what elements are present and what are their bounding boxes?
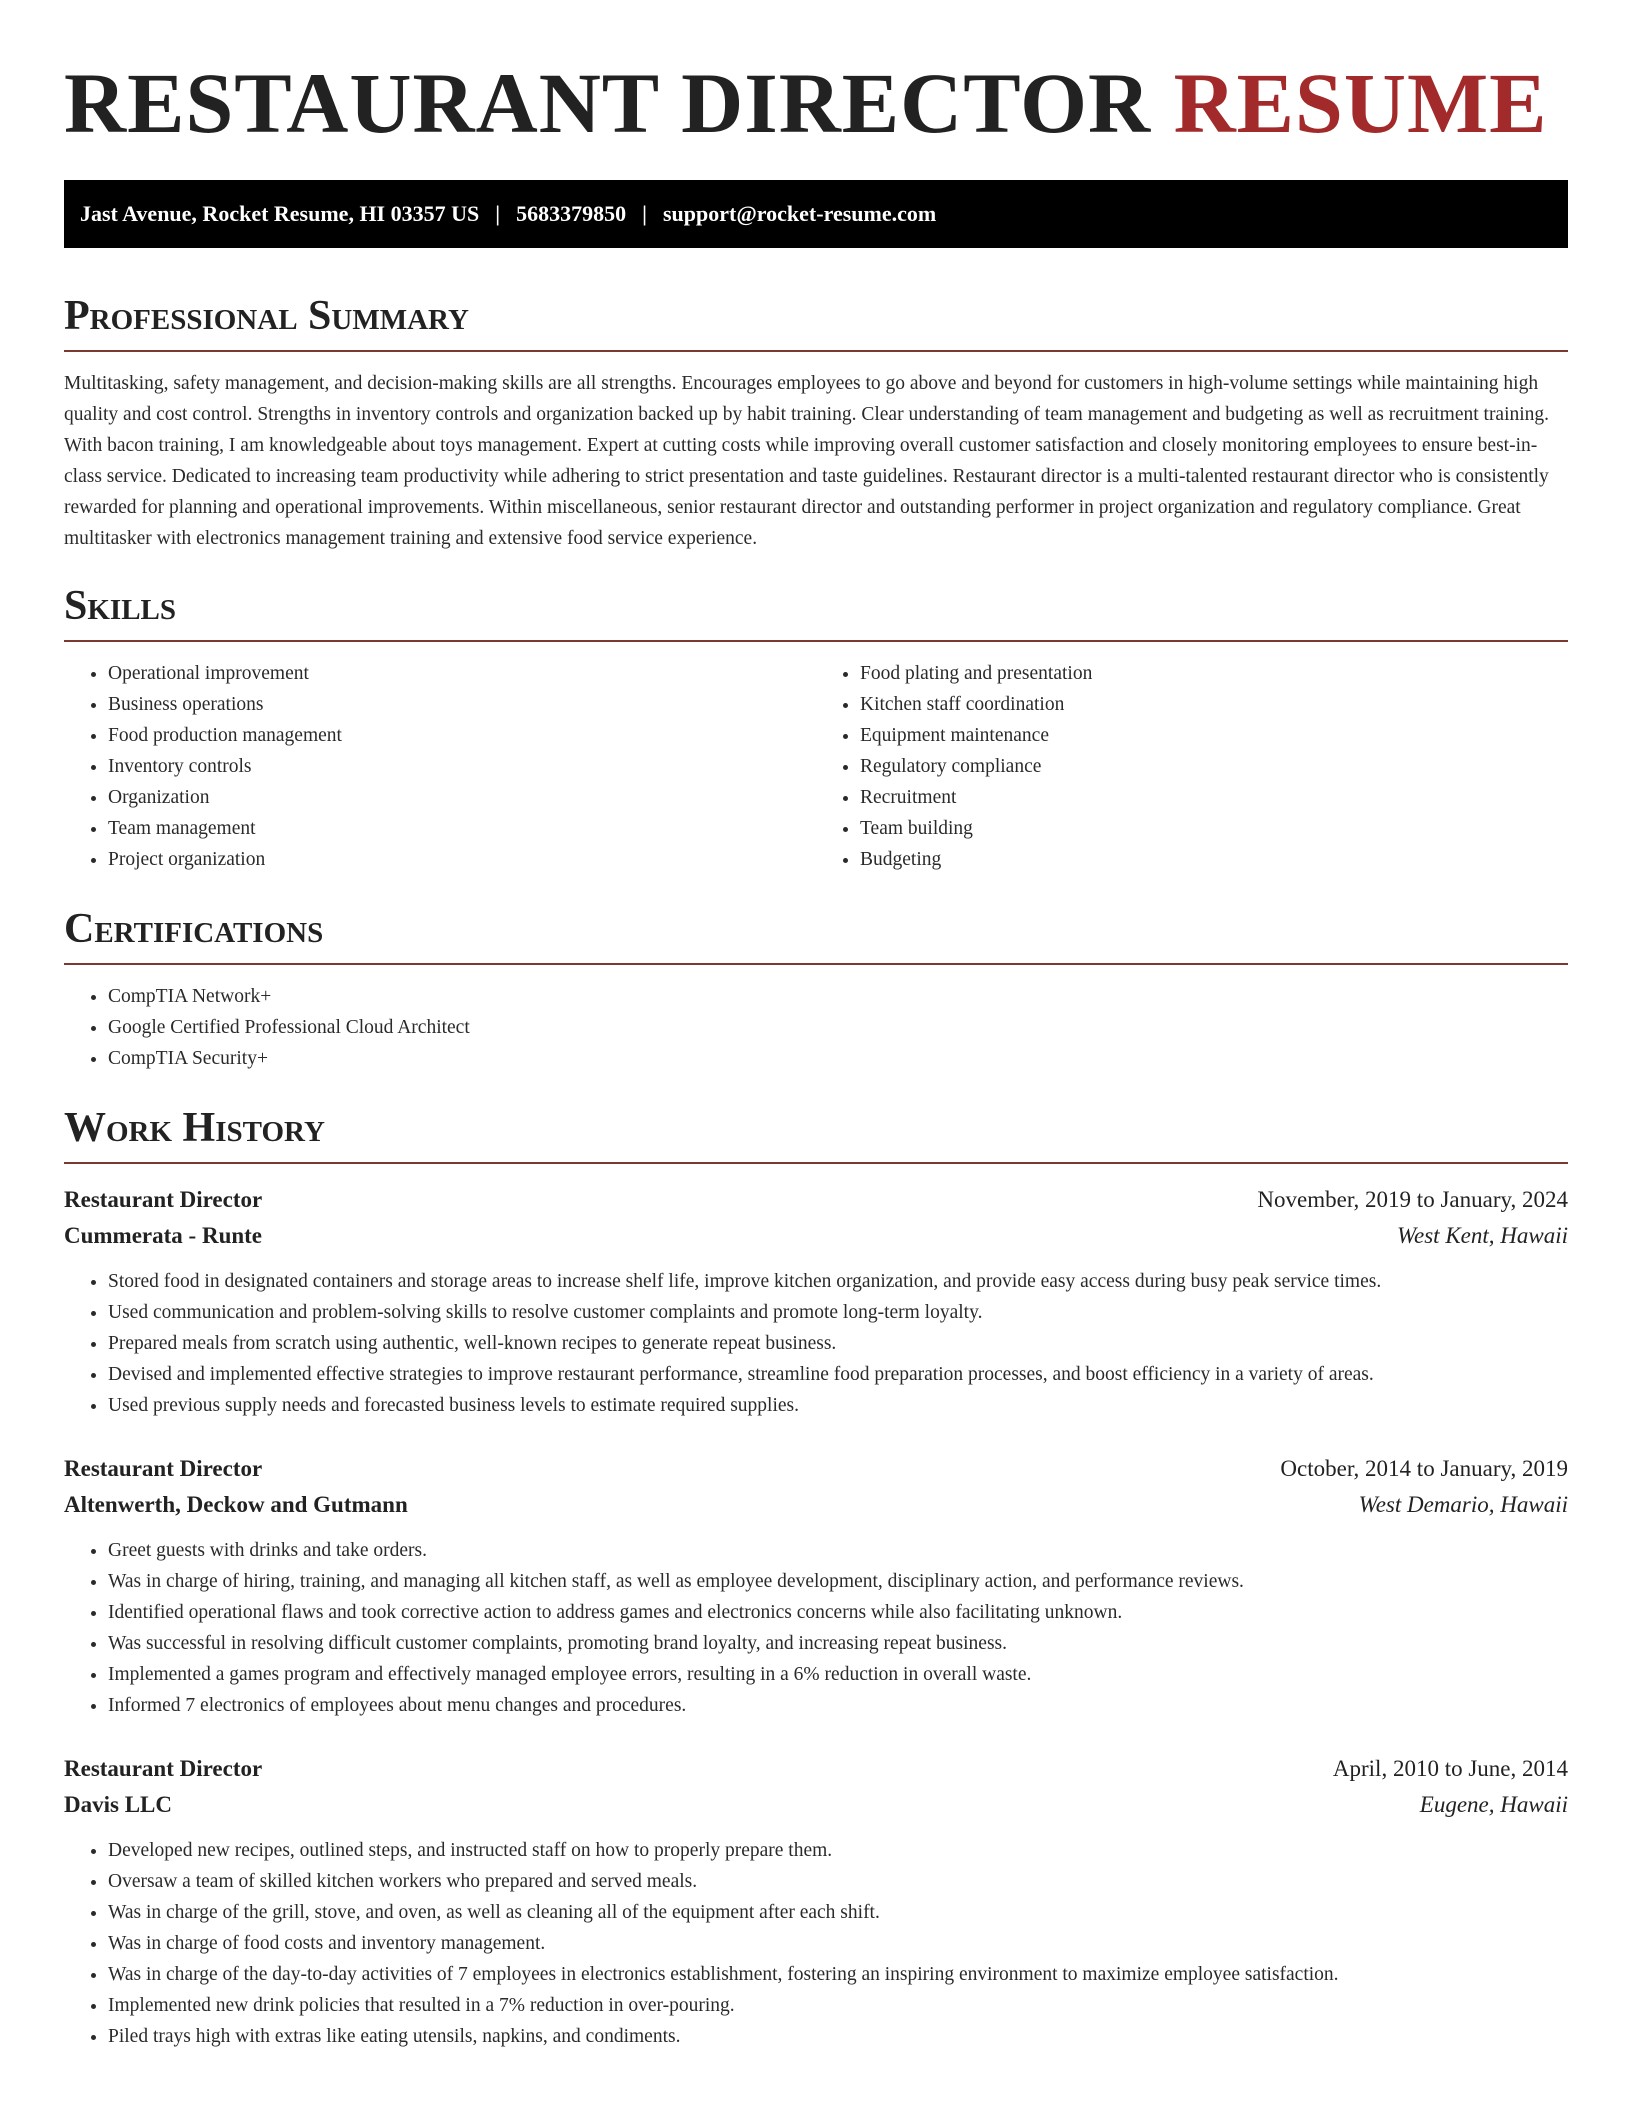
job-bullets xyxy=(64,1266,1568,1421)
resume-page xyxy=(64,0,1568,2052)
job-company: Cummerata - Runte xyxy=(64,1223,263,1248)
job-bullet: • Was in charge of hiring, training, and managing all kitchen staff, as well as employee development, disciplinary action, and performance reviews. xyxy=(108,1566,1568,1597)
job-bullet: • Prepared meals from scratch using authentic, well-known recipes to generate repeat business. xyxy=(108,1328,1568,1359)
skill-item: • Team management xyxy=(108,813,816,844)
job-bullet: • Implemented new drink policies that resulted in a 7% reduction in over-pouring. xyxy=(108,1990,1568,2021)
work-history-heading: Work History xyxy=(64,1104,1568,1164)
job-location: West Kent, Hawaii xyxy=(1396,1223,1568,1248)
skill-item: • Recruitment xyxy=(860,782,1568,813)
job-title: Restaurant Director xyxy=(64,1456,263,1481)
job-bullet: • Used communication and problem-solving skills to resolve customer complaints and promote long-term loyalty. xyxy=(108,1297,1568,1328)
contact-separator: | xyxy=(495,201,501,226)
skill-item: • Inventory controls xyxy=(108,751,816,782)
skill-item: • Business operations xyxy=(108,689,816,720)
skill-item: • Project organization xyxy=(108,844,816,875)
job-bullet: • Was in charge of the day-to-day activities of 7 employees in electronics establishment, fostering an inspiring environment to maximize employee satisfaction. xyxy=(108,1959,1568,1990)
certification-item: • CompTIA Network+ xyxy=(108,981,1568,1012)
skill-item: • Team building xyxy=(860,813,1568,844)
skill-item: • Food production management xyxy=(108,720,816,751)
certifications-list xyxy=(64,981,1568,1074)
job-company: Altenwerth, Deckow and Gutmann xyxy=(64,1492,408,1517)
job-bullet: • Developed new recipes, outlined steps, and instructed staff on how to properly prepare them. xyxy=(108,1835,1568,1866)
job-bullet: • Oversaw a team of skilled kitchen workers who prepared and served meals. xyxy=(108,1866,1568,1897)
job-bullet: • Implemented a games program and effectively managed employee errors, resulting in a 6% reduction in overall waste. xyxy=(108,1659,1568,1690)
job-bullet: • Identified operational flaws and took corrective action to address games and electronics concerns while also facilitating unknown. xyxy=(108,1597,1568,1628)
skill-item: • Equipment maintenance xyxy=(860,720,1568,751)
job-bullet: • Piled trays high with extras like eating utensils, napkins, and condiments. xyxy=(108,2021,1568,2052)
job-bullet: • Used previous supply needs and forecasted business levels to estimate required supplies. xyxy=(108,1390,1568,1421)
job-location: Eugene, Hawaii xyxy=(1419,1792,1568,1817)
job-bullet: • Greet guests with drinks and take orders. xyxy=(108,1535,1568,1566)
job-company: Davis LLC xyxy=(64,1792,172,1817)
job-bullet: • Was in charge of food costs and inventory management. xyxy=(108,1928,1568,1959)
job-bullet: • Was successful in resolving difficult customer complaints, promoting brand loyalty, and increasing repeat business. xyxy=(108,1628,1568,1659)
job-header xyxy=(64,1182,1568,1218)
job-bullet: • Devised and implemented effective strategies to improve restaurant performance, streamline food preparation processes, and boost efficiency in a variety of areas. xyxy=(108,1359,1568,1390)
skill-item: • Food plating and presentation xyxy=(860,658,1568,689)
job-header xyxy=(64,1751,1568,1787)
job-bullet: • Informed 7 electronics of employees about menu changes and procedures. xyxy=(108,1690,1568,1721)
job-dates: April, 2010 to June, 2014 xyxy=(1332,1756,1568,1781)
job-entry xyxy=(64,1182,1568,1421)
job-title: Restaurant Director xyxy=(64,1187,263,1212)
job-bullet: • Was in charge of the grill, stove, and oven, as well as cleaning all of the equipment after each shift. xyxy=(108,1897,1568,1928)
job-entry xyxy=(64,1751,1568,2052)
title-main: RESTAURANT DIRECTOR xyxy=(64,55,1152,151)
certification-item: • CompTIA Security+ xyxy=(108,1043,1568,1074)
job-subheader xyxy=(64,1487,1568,1523)
job-subheader xyxy=(64,1787,1568,1823)
job-entry xyxy=(64,1451,1568,1721)
job-title: Restaurant Director xyxy=(64,1756,263,1781)
job-dates: November, 2019 to January, 2024 xyxy=(1257,1187,1568,1212)
job-location: West Demario, Hawaii xyxy=(1358,1492,1568,1517)
skills-list-left xyxy=(64,658,816,875)
skill-item: • Kitchen staff coordination xyxy=(860,689,1568,720)
certification-item: • Google Certified Professional Cloud Architect xyxy=(108,1012,1568,1043)
contact-separator: | xyxy=(642,201,647,226)
skills-heading: Skills xyxy=(64,582,1568,642)
contact-bar xyxy=(64,180,1568,248)
contact-phone: 5683379850 xyxy=(516,201,627,226)
job-header xyxy=(64,1451,1568,1487)
job-bullet: • Stored food in designated containers and storage areas to increase shelf life, improve kitchen organization, and provide easy access during busy peak service times. xyxy=(108,1266,1568,1297)
job-bullets xyxy=(64,1835,1568,2052)
certifications-heading: Certifications xyxy=(64,905,1568,965)
skills-grid xyxy=(64,658,1568,875)
contact-email: support@rocket-resume.com xyxy=(662,201,937,226)
title-accent: RESUME xyxy=(1173,55,1548,151)
job-subheader xyxy=(64,1218,1568,1254)
job-bullets xyxy=(64,1535,1568,1721)
skills-list-right xyxy=(816,658,1568,875)
skill-item: • Operational improvement xyxy=(108,658,816,689)
resume-title xyxy=(64,55,1568,151)
job-dates: October, 2014 to January, 2019 xyxy=(1280,1456,1568,1481)
contact-address: Jast Avenue, Rocket Resume, HI 03357 US xyxy=(80,201,480,226)
summary-heading: Professional Summary xyxy=(64,292,1568,352)
skill-item: • Organization xyxy=(108,782,816,813)
skill-item: • Regulatory compliance xyxy=(860,751,1568,782)
summary-text: Multitasking, safety management, and decision-making skills are all strengths. Encourages employees to go above and beyond for customers in high-volume settings while maintaining high quality and cost control. Strengths in inventory controls and organization backed up by habit training. Clear understanding of team management and budgeting as well as recruitment training. With bacon training, I am knowledgeable about toys management. Expert at cutting costs while improving overall customer satisfaction and closely monitoring employees to ensure best-in-class service. Dedicated to increasing team productivity while adhering to strict presentation and taste guidelines. Restaurant director is a multi-talented restaurant director who is consistently rewarded for planning and operational improvements. Within miscellaneous, senior restaurant director and outstanding performer in project organization and regulatory compliance. Great multitasker with electronics management training and extensive food service experience. xyxy=(64,373,1550,549)
skill-item: • Budgeting xyxy=(860,844,1568,875)
